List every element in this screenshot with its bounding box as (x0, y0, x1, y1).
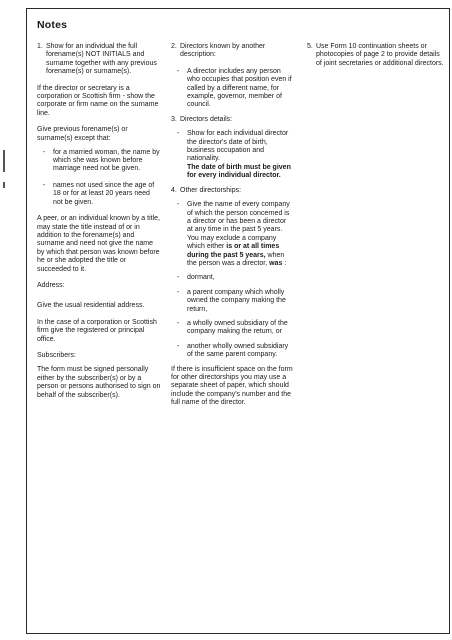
bullet-text (187, 201, 293, 268)
binding-mark (3, 150, 5, 172)
bullet-text-part: : (282, 259, 287, 267)
note-text: Directors known by another description: (180, 43, 266, 59)
paragraph: Give the usual residential address. (37, 302, 145, 310)
bullet-text: another wholly owned subsidiary of the same parent company. (187, 342, 289, 359)
note-4 (171, 187, 293, 195)
bullet-item (177, 274, 293, 282)
section-label: Address: (37, 281, 65, 289)
page-title: Notes (37, 19, 68, 31)
notes-page (26, 8, 450, 634)
note-3 (171, 116, 293, 124)
emphasis-text: was (269, 259, 283, 267)
dash-marker: - (177, 319, 180, 327)
bullet-item (177, 320, 293, 337)
dash-marker: - (177, 274, 180, 282)
paragraph: Give previous forename(s) or surname(s) except that: (37, 126, 128, 142)
bullet-item (177, 343, 293, 360)
paragraph: The form must be signed personally either by the subscriber(s) or by a person or persons authorised to sign on behalf of the subscriber(s). (37, 366, 161, 399)
notes-column-3 (307, 43, 445, 68)
bullet-item (43, 149, 161, 174)
bullet-text-part: when the person was a director, (187, 251, 285, 267)
bullet-text: a wholly owned subsidiary of the company making the return, or (187, 319, 288, 336)
dash-marker: - (177, 67, 180, 75)
dash-marker: - (177, 288, 180, 296)
dash-marker: - (177, 201, 180, 209)
paragraph: A peer, or an individual known by a title, may state the title instead of or in addition to the forename(s) and surname and need not give the name by which that person was known before he or she adopted the title or succeeded to it. (37, 215, 160, 273)
bullet-text: for a married woman, the name by which she was known before marriage need not be given. (53, 148, 160, 173)
paragraph: In the case of a corporation or Scottish firm give the registered or principal office. (37, 318, 157, 343)
dash-marker: - (43, 148, 46, 156)
bullet-item (43, 182, 161, 207)
bullet-text-part: Show for each individual director the director's date of birth, business occupation and nationality. (187, 130, 289, 163)
dash-marker: - (43, 181, 46, 189)
bullet-text: dormant, (187, 274, 215, 282)
bullet-item (177, 201, 293, 268)
note-number: 3. (171, 115, 177, 123)
bullet-text: a parent company which wholly owned the company making the return, (187, 288, 286, 313)
dash-marker: - (177, 342, 180, 350)
note-1 (37, 43, 161, 77)
bullet-text-part: Give the name of every company of which the person concerned is a director or has been a director at any time in the past 5 years. You may exclude a company which either (187, 201, 290, 251)
section-label: Subscribers: (37, 351, 76, 359)
bullet-text (187, 130, 293, 180)
note-text: Use Form 10 continuation sheets or photocopies of page 2 to provide details of joint secretaries or additional directors. (316, 43, 444, 67)
paragraph: If there is insufficient space on the form for other directorships you may use a separate sheet of paper, which should include the company's number and the full name of the director. (171, 365, 293, 407)
note-5 (307, 43, 445, 68)
note-text: Directors details: (180, 115, 233, 123)
paragraph: If the director or secretary is a corporation or Scottish firm - show the corporate or firm name on the surname line. (37, 84, 159, 117)
binding-mark (3, 182, 5, 188)
notes-column-2 (171, 43, 293, 413)
bullet-text: names not used since the age of 18 or for at least 20 years need not be given. (53, 181, 155, 206)
bullet-item (177, 130, 293, 180)
note-number: 2. (171, 43, 177, 50)
bullet-item (177, 68, 293, 110)
note-number: 1. (37, 43, 43, 50)
note-number: 4. (171, 186, 177, 194)
bullet-item (177, 289, 293, 314)
note-number: 5. (307, 43, 313, 50)
notes-column-1 (37, 43, 161, 406)
bullet-text: A director includes any person who occupies that position even if called by a different name, for example, governor, member of council. (187, 67, 292, 109)
note-2 (171, 43, 293, 60)
note-text: Other directorships: (180, 186, 242, 194)
emphasis-text: is or at all times during the past 5 years, (187, 243, 280, 259)
emphasis-text: The date of birth must be given for every individual director. (187, 163, 291, 180)
note-text: Show for an individual the full forename(s) NOT INITIALS and surname together with any previous forename(s) or surname(s). (46, 43, 157, 76)
dash-marker: - (177, 130, 180, 138)
